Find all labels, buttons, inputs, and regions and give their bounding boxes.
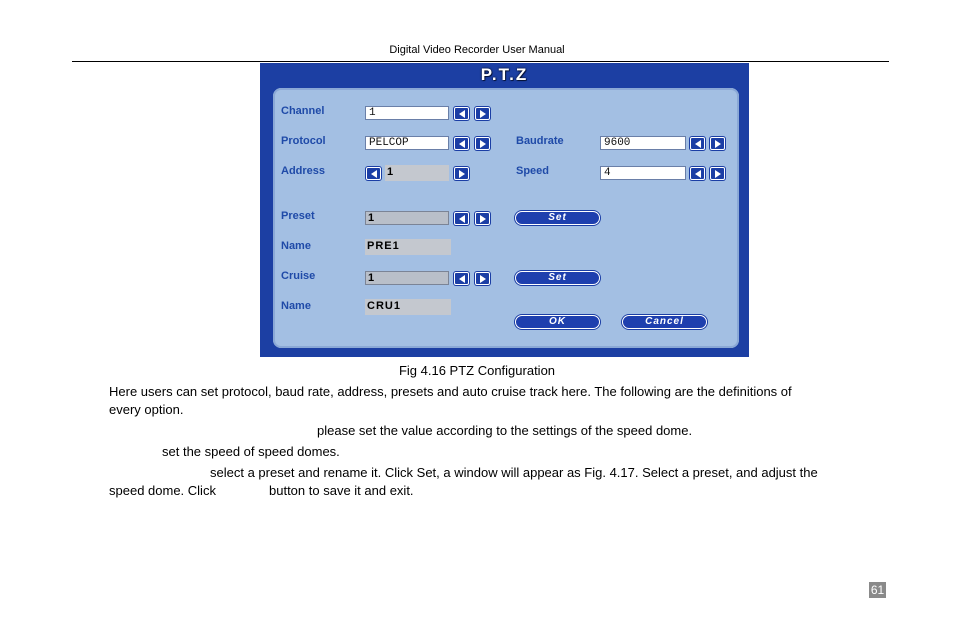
address-value: 1 [387, 166, 395, 178]
speed-field[interactable]: 4 [600, 166, 686, 180]
ptz-settings-panel [273, 88, 739, 348]
body-line-3: please set the value according to the settings of the speed dome. [317, 423, 693, 438]
preset-label: Preset [281, 210, 315, 222]
body-line-5: select a preset and rename it. Click Set, a window will appear as Fig. 4.17. Select a preset, and adjust the [210, 465, 818, 480]
channel-label: Channel [281, 105, 325, 117]
body-line-1: Here users can set protocol, baud rate, address, presets and auto cruise track here. The following are the definitions of [109, 384, 792, 399]
left-arrow-icon [458, 110, 466, 118]
preset-name-value: PRE1 [367, 240, 400, 252]
figure-caption: Fig 4.16 PTZ Configuration [398, 363, 556, 378]
cruise-name-value: CRU1 [367, 300, 401, 312]
ok-button[interactable]: OK [515, 315, 600, 329]
preset-prev-button[interactable] [454, 212, 469, 225]
protocol-prev-button[interactable] [454, 137, 469, 150]
baudrate-field[interactable]: 9600 [600, 136, 686, 150]
baudrate-prev-button[interactable] [690, 137, 705, 150]
left-arrow-icon [458, 275, 466, 283]
ptz-window-title: P.T.Z [480, 65, 529, 84]
address-field[interactable] [385, 165, 449, 181]
speed-prev-button[interactable] [690, 167, 705, 180]
preset-field[interactable] [365, 211, 449, 225]
left-arrow-icon [694, 170, 702, 178]
preset-set-button[interactable]: Set [515, 211, 600, 225]
baudrate-label: Baudrate [516, 135, 564, 147]
baudrate-next-button[interactable] [710, 137, 725, 150]
preset-next-button[interactable] [475, 212, 490, 225]
body-line-2: every option. [109, 402, 184, 417]
cruise-set-button[interactable]: Set [515, 271, 600, 285]
left-arrow-icon [458, 140, 466, 148]
body-line-6a: speed dome. Click [109, 483, 216, 498]
cruise-name-label: Name [281, 300, 311, 312]
ptz-config-window [260, 63, 749, 357]
address-next-button[interactable] [454, 167, 469, 180]
right-arrow-icon [479, 215, 487, 223]
address-label: Address [281, 165, 326, 177]
right-arrow-icon [479, 110, 487, 118]
protocol-field[interactable]: PELCOP [365, 136, 449, 150]
speed-label: Speed [516, 165, 550, 177]
right-arrow-icon [458, 170, 466, 178]
channel-field[interactable]: 1 [365, 106, 449, 120]
protocol-next-button[interactable] [475, 137, 490, 150]
right-arrow-icon [714, 170, 722, 178]
cruise-next-button[interactable] [475, 272, 490, 285]
left-arrow-icon [370, 170, 378, 178]
channel-next-button[interactable] [475, 107, 490, 120]
preset-value: 1 [368, 212, 376, 224]
right-arrow-icon [714, 140, 722, 148]
left-arrow-icon [458, 215, 466, 223]
preset-name-field[interactable] [365, 239, 451, 255]
body-line-4: set the speed of speed domes. [162, 444, 340, 459]
right-arrow-icon [479, 140, 487, 148]
channel-prev-button[interactable] [454, 107, 469, 120]
preset-name-label: Name [281, 240, 311, 252]
body-line-6b: button to save it and exit. [269, 483, 414, 498]
left-arrow-icon [694, 140, 702, 148]
address-prev-button[interactable] [366, 167, 381, 180]
header-rule [72, 61, 889, 62]
cruise-field[interactable] [365, 271, 449, 285]
running-header: Digital Video Recorder User Manual [389, 44, 565, 56]
cruise-label: Cruise [281, 270, 316, 282]
cruise-name-field[interactable] [365, 299, 451, 315]
cruise-value: 1 [368, 272, 376, 284]
page-number: 61 [870, 583, 885, 597]
protocol-label: Protocol [281, 135, 326, 147]
right-arrow-icon [479, 275, 487, 283]
cancel-button[interactable]: Cancel [622, 315, 707, 329]
cruise-prev-button[interactable] [454, 272, 469, 285]
speed-next-button[interactable] [710, 167, 725, 180]
